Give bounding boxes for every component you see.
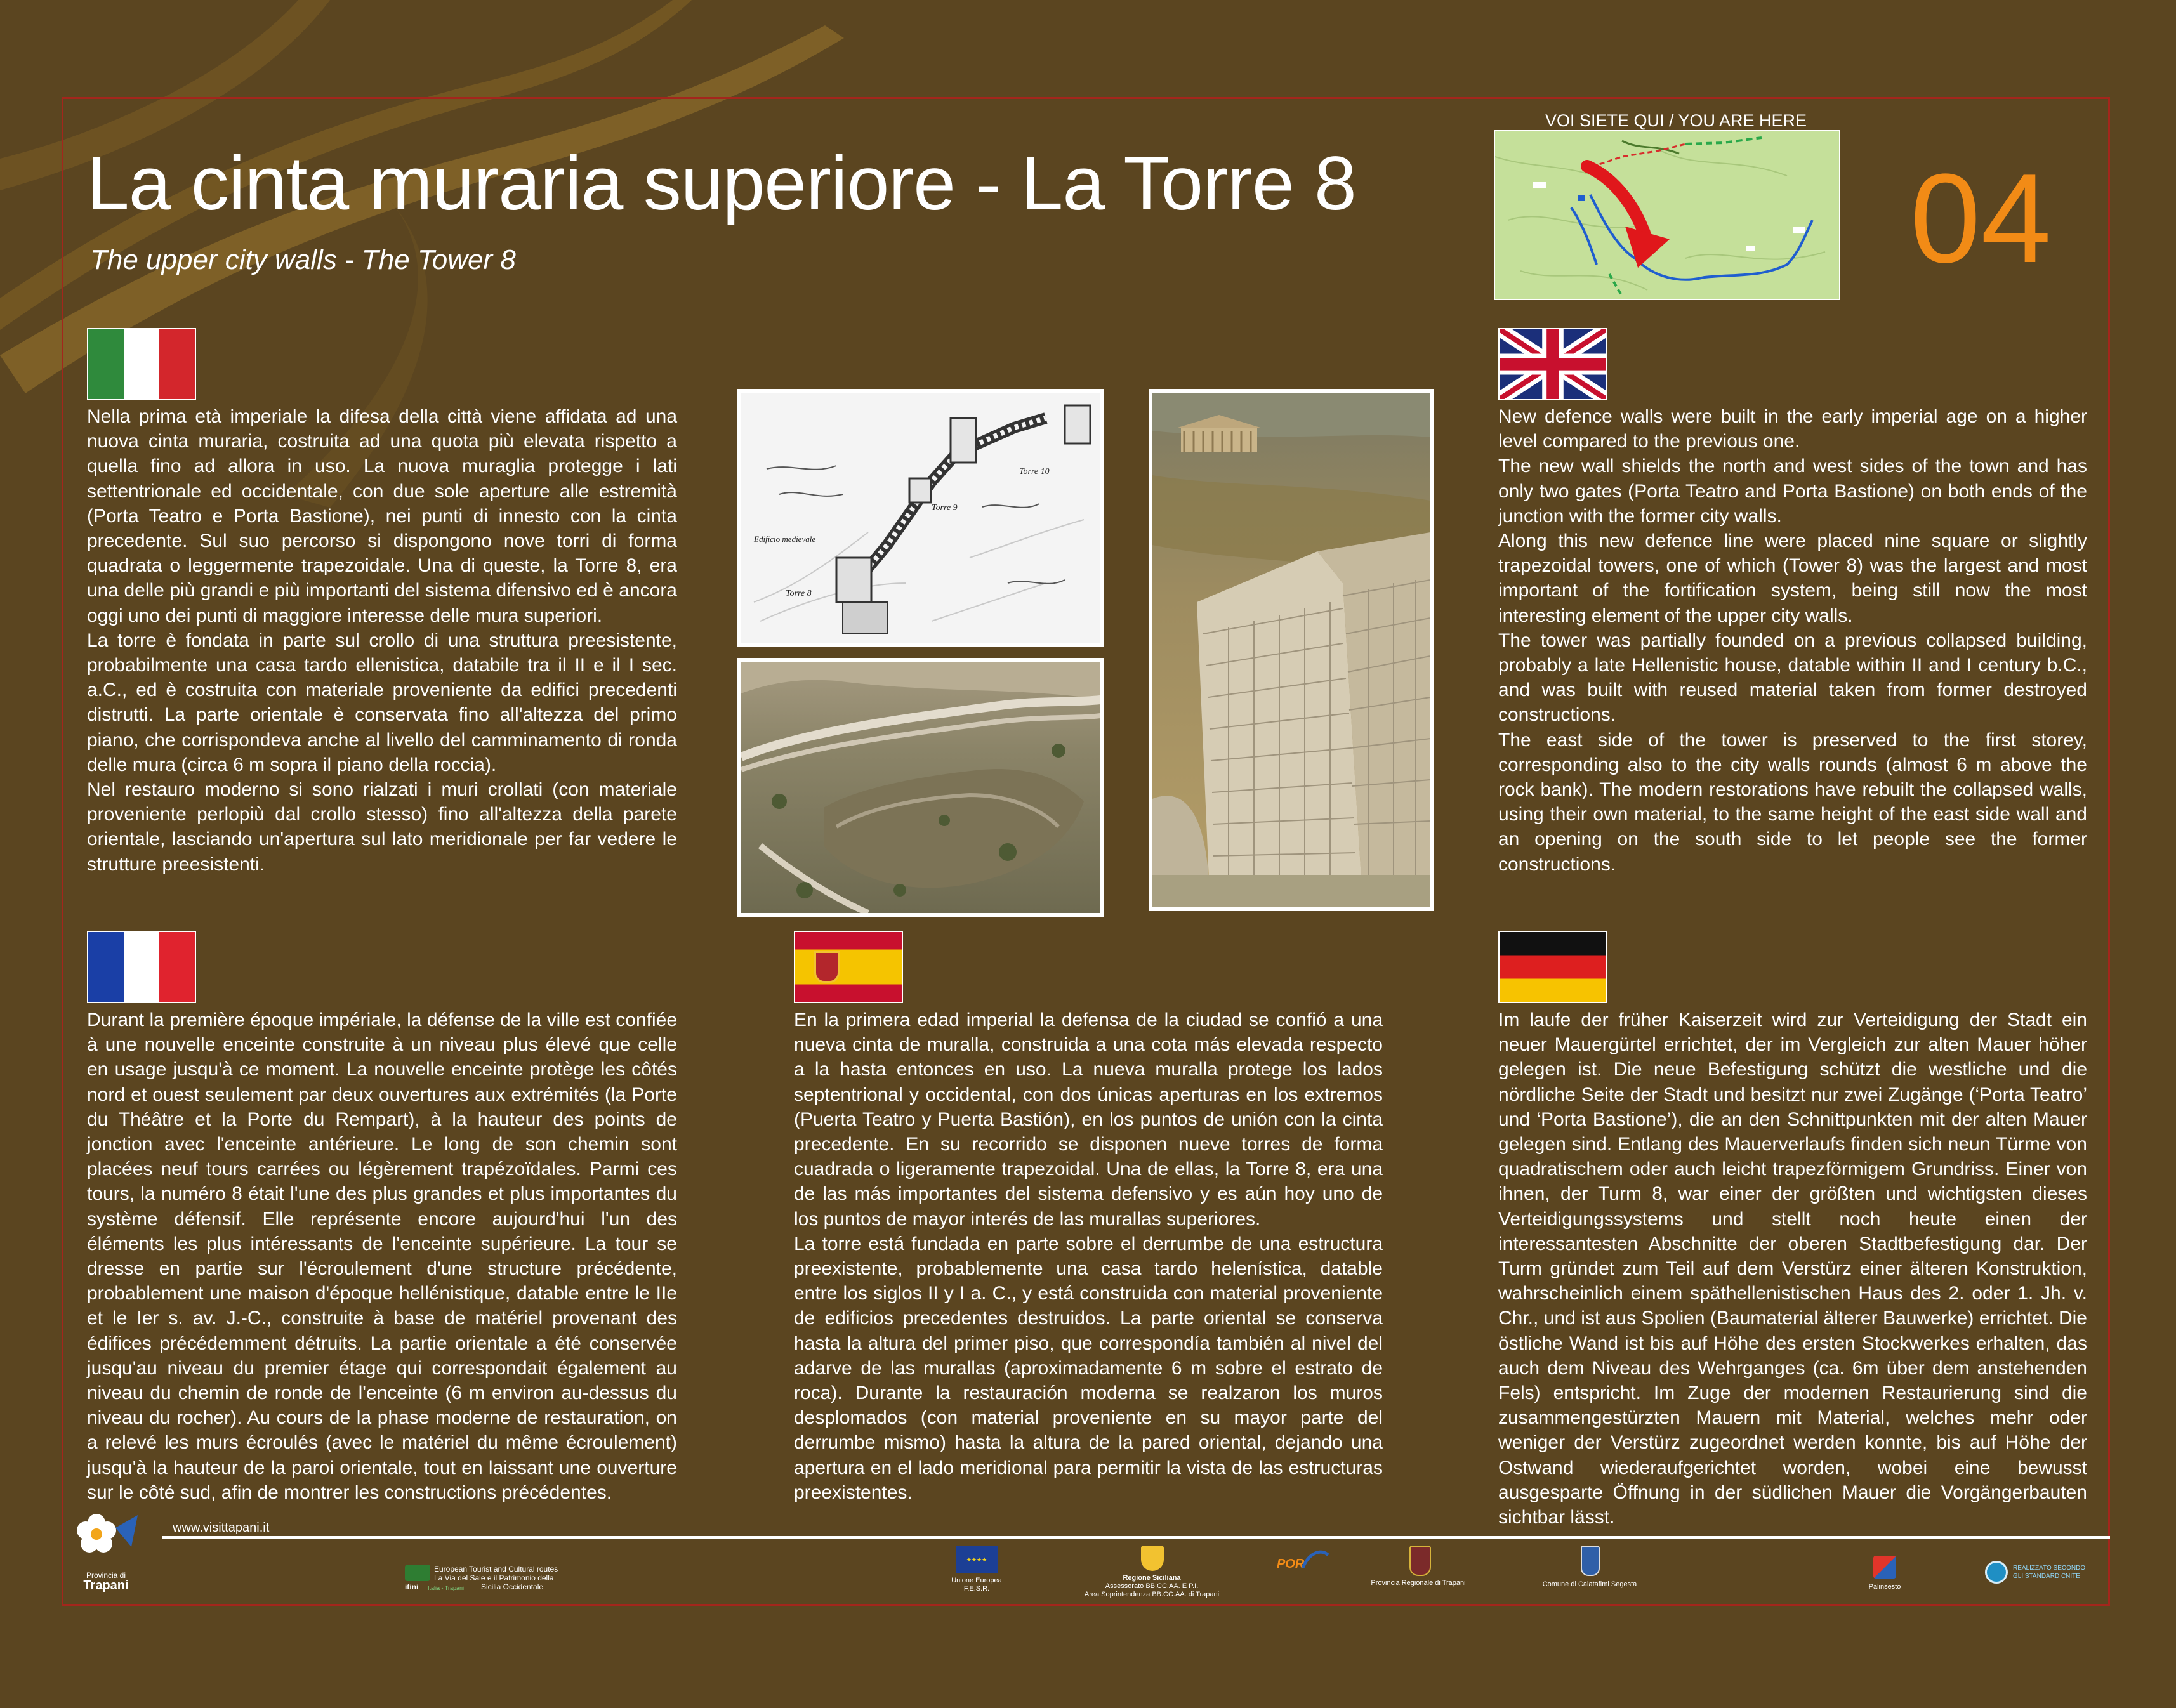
english-paragraph: Along this new defence line were placed nine square or slightly trapezoidal towers, one of which (Tower 8) was the largest and most important of the fortification system, being still now the most interesting element of the upper city walls. — [1498, 530, 2087, 626]
palinsesto-label: Palinsesto — [1868, 1583, 1901, 1591]
cnite-logo — [1985, 1561, 2099, 1586]
drawing-label-torre-8: Torre 8 — [786, 589, 812, 598]
provincia-regionale-label: Provincia Regionale di Trapani — [1371, 1579, 1466, 1587]
english-paragraph: The east side of the tower is preserved to the first storey, corresponding also to the city walls rounds (almost 6 m above the rock bank). The modern restorations have rebuilt the collapsed walls, using their own material, to the same height of the east side wall and an opening on the south side to let people see the former constructions. — [1498, 729, 2087, 875]
french-paragraph: Durant la première époque impériale, la défense de la ville est confiée à une nouvelle enceinte construite à un niveau plus élevé que celle en usage jusqu'à ce moment. La nouvelle enceinte protège les côtés nord et ouest seulement par deux ouvertures aux extrémités (la Porte du Théâtre et la Porte du Rempart), à la hauteur des points de jonction avec l'enceinte antérieure. Le long de son chemin sont placées neuf tours carrées ou légèrement trapézoïdales. Parmi ces tours, la numéro 8 était l'une des plus grandes et plus importantes du système défensif. Elle représente encore aujourd'hui l'un des éléments les plus intéressants de l'enceinte supérieure. La tour se dresse en partie sur l'écroulement d'une structure précédente, probablement une maison d'époque hellénistique, datable entre le IIe et le Ier s. av. J.-C., construite à base de matériel provenant des édifices précédemment détruits. La partie orientale a été conservée jusqu'au niveau du premier étage qui correspondait également au niveau du chemin de ronde de l'enceinte (6 m environ au-dessus du niveau du rocher). Au cours de la phase moderne de restauration, on a relevé les murs écroulés (avec le matériel du même écroulement) jusqu'à la hauteur de la paroi orientale, tout en laissant une ouverture sur le côté sud, afin de montrer les constructions précédentes. — [87, 1009, 677, 1503]
italian-paragraph: Nella prima età imperiale la difesa della città viene affidata ad una nuova cinta muraria, costruita ad una quota più elevata rispetto a quella fino ad allora in uso. La nuova muraglia protegge i lati settentrionale ed occidentale, con due sole aperture alle estremità (Porta Teatro e Porta Bastione), nei punti di innesto con la cinta precedente. Sul suo percorso si dispongono nove torri di forma quadrata o leggermente trapezoidale. Una di queste, la Torre 8, era una delle più grandi e più importanti del sistema difensivo ed è ancora oggi uno dei punti di maggiore interesse delle mura superiori. — [87, 406, 677, 626]
uk-flag-icon — [1498, 328, 1607, 400]
flower-logo-icon — [71, 1509, 141, 1560]
spanish-paragraph: En la primera edad imperial la defensa de la ciudad se confió a una nueva cinta de muralla, construida a una cota más elevada respecto a la hasta entonces en uso. La nueva muralla protege los lados septentrional y occidental, con dos únicas aperturas en los extremos (Puerta Teatro y Puerta Bastión), en los puntos de unión con la cinta precedente. En su recorrido se disponen nueve torres de forma cuadrada o ligeramente trapezoidal. Una de ellas, la Torre 8, era una de las más importantes del sistema defensivo y es aún hoy uno de los puntos de mayor interés de las murallas superiores. — [794, 1009, 1383, 1230]
drawing-label-edificio: Edificio medievale — [754, 534, 816, 544]
sicily-label: Regione Siciliana — [1123, 1574, 1181, 1582]
cnite-badge-icon — [1985, 1561, 2008, 1584]
eu-label: Unione Europea — [951, 1577, 1002, 1584]
eu-label: F.E.S.R. — [963, 1585, 990, 1593]
comune-logo — [1523, 1546, 1656, 1590]
english-paragraph: New defence walls were built in the early imperial age on a higher level compared to the previous one. — [1498, 406, 2087, 452]
itinerary-logo — [405, 1565, 595, 1594]
cnite-label: GLI STANDARD CNITE — [2013, 1573, 2080, 1580]
map-graphic — [1495, 131, 1840, 300]
german-flag-icon — [1498, 931, 1607, 1003]
tower-photo — [1149, 389, 1434, 911]
drawing-label-torre-9: Torre 9 — [932, 503, 958, 513]
german-paragraph: Im laufe der früher Kaiserzeit wird zur Verteidigung der Stadt ein neuer Mauergürtel errichtet, der im Vergleich zur alten Mauer höher gelegen ist. Die neue Befestigung schützt die westliche und die nördliche Seite der Stadt und besitzt nur zwei Zugänge (‘Porta Teatro’ und ‘Porta Bastione’), die an den Schnittpunkten mit der alten Mauer gelegen sind. Entlang des Mauerverlaufs finden sich neun Türme von quadratischem oder auch leicht trapezförmigem Grundriss. Einer von ihnen, der Turm 8, war einer der größten und wichtigsten dieses Verteidigungssystems und stellt noch heute einen der interessantesten Abschnitte der oberen Stadtbefestigung dar. Der Turm gründet zum Teil auf dem Verstürz einer älteren Konstruktion, wahrscheinlich einem späthellenistischen Haus des 2. oder 1. Jh. v. Chr., und ist aus Spolien (Baumaterial älterer Bauwerke) errichtet. Die östliche Wand ist bis auf Höhe des ersten Stockwerkes erhalten, das auch dem Niveau des Wehrganges (ca. 6m über dem anstehenden Fels) entspricht. Im Zuge der modernen Restaurierung sind die zusammengestürzten Mauern mit Material, welches mehr oder weniger der Verstürz zugeordnet werden konnte, bis auf Höhe der Ostwand wiederaufgerichtet worden, wobei eine bewusst ausgesparte Öffnung in der südlichen Mauer die Vorgängerbauten sichtbar lässt. — [1498, 1009, 2087, 1528]
panel-number: 04 — [1910, 148, 2052, 289]
provincia-regionale-logo — [1355, 1546, 1482, 1590]
spanish-text — [794, 1008, 1383, 1505]
itinerary-line: Sicilia Occidentale — [481, 1582, 544, 1591]
english-paragraph: The tower was partially founded on a previous collapsed building, probably a late Hellenistic house, datable within II and I century b.C., and was built with reused material taken from former destroyed constructions. — [1498, 629, 2087, 726]
provincia-trapani-logo — [71, 1509, 141, 1598]
spanish-paragraph: La torre está fundada en parte sobre el derrumbe de una estructura preexistente, probablemente una casa tardo helenística, datable entre los siglos II y I a. C., y está construida con material proveniente de edificios precedentes destruidos. La parte oriental se conserva hasta la altura del primer piso, que correspondía también al nivel del adarve de las murallas (aproximadamente 6 m sobre el estrato de roca). Durante la restauración moderna se realzaron los muros desplomados (con material proveniente en su mayor parte del derrumbe mismo) hasta la altura de la pared oriental, dejando una apertura en el lado meridional para permitir la vista de las estructuras preexistentes. — [794, 1233, 1383, 1503]
provincia-small-label: Provincia di — [86, 1571, 126, 1580]
german-text — [1498, 1008, 2087, 1530]
spanish-flag-icon — [794, 931, 903, 1003]
trinacria-icon — [1141, 1546, 1164, 1571]
eu-logo — [942, 1546, 1012, 1593]
italian-flag-icon — [87, 328, 196, 400]
por-label: POR — [1277, 1557, 1305, 1571]
palinsesto-logo — [1859, 1556, 1910, 1594]
comune-crest-icon — [1581, 1546, 1600, 1576]
page-subtitle: The upper city walls - The Tower 8 — [90, 244, 516, 275]
drawing-label-torre-10: Torre 10 — [1019, 467, 1050, 476]
provincia-name-label: Trapani — [83, 1579, 129, 1593]
por-logo — [1276, 1546, 1333, 1577]
por-swirl-icon — [1300, 1546, 1331, 1571]
italian-text — [87, 404, 677, 877]
italian-paragraph: Nel restauro moderno si sono rialzati i muri crollati (con materiale proveniente perlopiù dal crollo stesso) fino all'altezza della parete orientale, lasciando un'apertura sul lato meridionale per far vedere le strutture preesistenti. — [87, 779, 677, 875]
itinerary-line: La Via del Sale e il Patrimonio della — [434, 1573, 554, 1582]
cnite-label: REALIZZATO SECONDO — [2013, 1565, 2086, 1572]
website-link[interactable]: www.visittapani.it — [173, 1521, 270, 1535]
itinerary-sub: Italia - Trapani — [428, 1585, 465, 1591]
french-text — [87, 1008, 677, 1505]
page-title: La cinta muraria superiore - La Torre 8 — [87, 141, 1356, 226]
footer-divider — [162, 1536, 2110, 1539]
itinerary-line: European Tourist and Cultural routes — [434, 1565, 558, 1573]
eu-flag-icon: ★★★★ — [956, 1546, 998, 1573]
english-paragraph: The new wall shields the north and west sides of the town and has only two gates (Porta Teatro and Porta Bastione) on both ends of the junction with the former city walls. — [1498, 456, 2087, 527]
english-text — [1498, 404, 2087, 877]
itinerary-badge-icon — [405, 1565, 430, 1581]
location-map — [1494, 130, 1840, 300]
regione-siciliana-logo — [1079, 1546, 1225, 1603]
wall-drawing-image — [737, 389, 1104, 647]
crest-icon — [1409, 1546, 1431, 1576]
sicily-label: Area Soprintendenza BB.CC.AA. di Trapani — [1084, 1591, 1220, 1598]
aerial-photo — [737, 658, 1104, 917]
italian-paragraph: La torre è fondata in parte sul crollo di una struttura preesistente, probabilmente una casa tardo ellenistica, databile tra il II e il I sec. a.C., ed è costruita con materiale proveniente da edifici precedenti distrutti. La parte orientale è conservata fino all'altezza del primo piano, che corrispondeva anche al livello del camminamento di ronda delle mura (circa 6 m sopra il piano della roccia). — [87, 629, 677, 775]
map-caption: VOI SIETE QUI / YOU ARE HERE — [1545, 111, 1807, 130]
french-flag-icon — [87, 931, 196, 1003]
sicily-label: Assessorato BB.CC.AA. E P.I. — [1105, 1582, 1199, 1590]
itinerary-brand: itini — [405, 1582, 419, 1591]
palinsesto-mark-icon — [1873, 1556, 1896, 1579]
comune-label: Comune di Calatafimi Segesta — [1542, 1580, 1637, 1588]
